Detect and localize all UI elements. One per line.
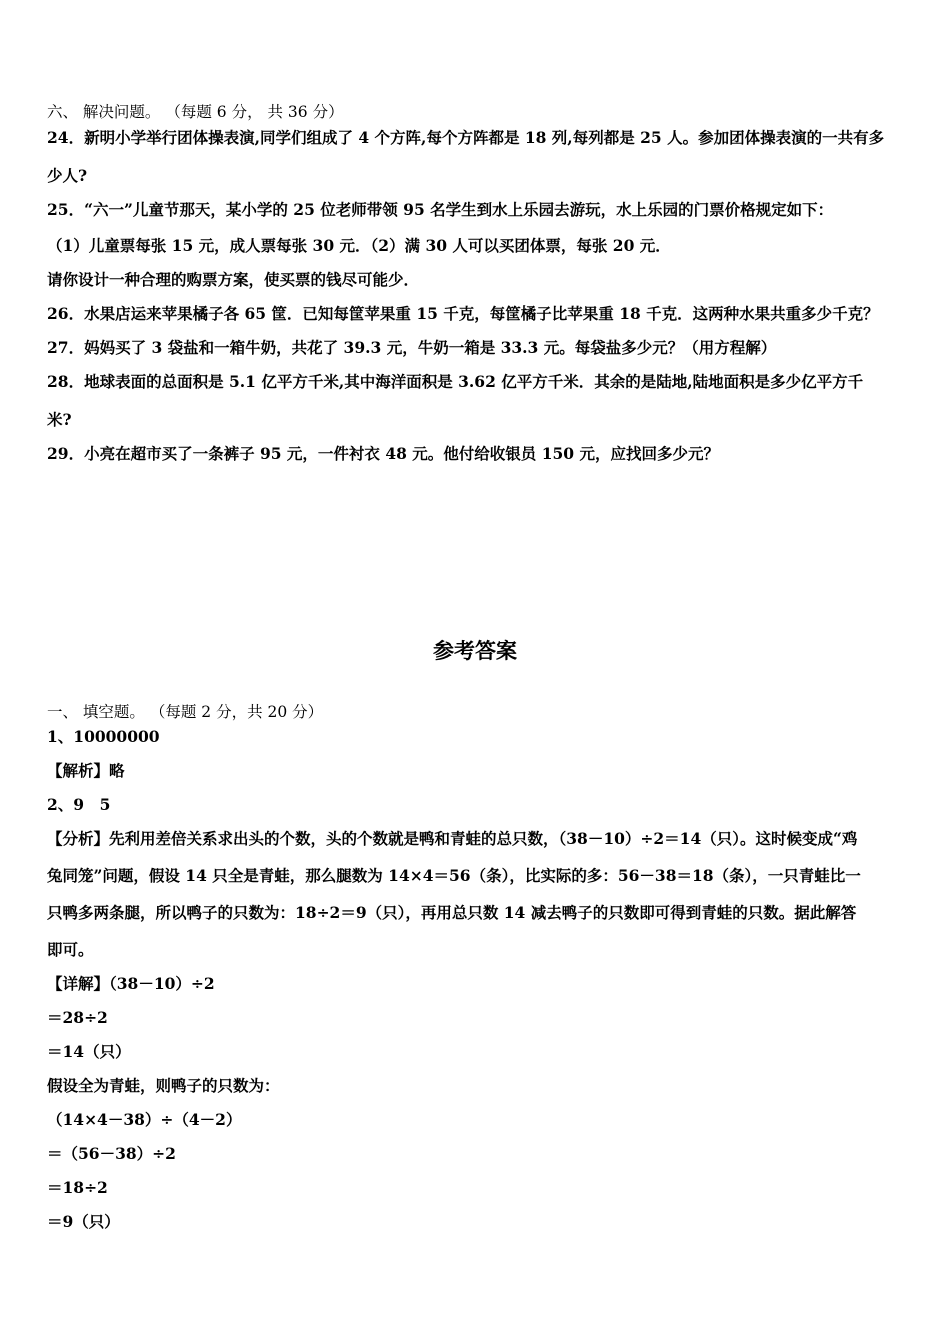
answer-2-detail-line8: ＝9（只） [47, 1212, 120, 1231]
answer-1-analysis: 【解析】略 [47, 761, 125, 780]
answer-2-analysis-line1: 【分析】先利用差倍关系求出头的个数，头的个数就是鸭和青蛙的总只数，（38－10）÷2＝14（只）。这时候变成“鸡 [47, 829, 858, 848]
section6-header: 六、 解决问题。 （每题 6 分， 共 36 分） [47, 103, 344, 121]
answer-2: 2、9 5 [47, 795, 111, 814]
answer-2-detail-line6: ＝（56－38）÷2 [47, 1144, 176, 1163]
question-25-line1: 25．“六一”儿童节那天，某小学的 25 位老师带领 95 名学生到水上乐园去游玩，水上乐园的门票价格规定如下： [47, 200, 834, 219]
question-29: 29．小亮在超市买了一条裤子 95 元，一件衬衣 48 元。他付给收银员 150 元，应找回多少元？ [47, 444, 719, 463]
answer-2-analysis-line4: 即可。 [47, 940, 94, 959]
answer-1: 1、10000000 [47, 727, 160, 746]
question-28-line1: 28．地球表面的总面积是 5.1 亿平方千米,其中海洋面积是 3.62 亿平方千米．其余的是陆地,陆地面积是多少亿平方千 [47, 372, 864, 391]
answer-2-detail-line7: ＝18÷2 [47, 1178, 108, 1197]
question-25-line2: （1）儿童票每张 15 元，成人票每张 30 元．（2）满 30 人可以买团体票，每张 20 元． [47, 236, 671, 255]
question-27: 27．妈妈买了 3 袋盐和一箱牛奶，共花了 39.3 元，牛奶一箱是 33.3 元。每袋盐多少元？（用方程解） [47, 338, 777, 357]
question-24-line2: 少人? [47, 166, 88, 185]
answer-2-detail-line4: 假设全为青蛙，则鸭子的只数为： [47, 1076, 280, 1095]
answer-2-detail-line2: ＝28÷2 [47, 1008, 108, 1027]
question-24-line1: 24．新明小学举行团体操表演,同学们组成了 4 个方阵,每个方阵都是 18 列,每列都是 25 人。参加团体操表演的一共有多 [47, 128, 885, 147]
answer-2-detail-line5: （14×4－38）÷（4－2） [47, 1110, 242, 1129]
answers-title: 参考答案 [433, 638, 517, 663]
question-28-line2: 米? [47, 410, 72, 429]
answer-2-detail-line1: 【详解】（38－10）÷2 [47, 974, 215, 993]
answers-section1-header: 一、 填空题。 （每题 2 分，共 20 分） [47, 703, 324, 721]
answer-2-analysis-line3: 只鸭多两条腿，所以鸭子的只数为：18÷2＝9（只），再用总只数 14 减去鸭子的只数即可得到青蛙的只数。据此解答 [47, 903, 857, 922]
answer-2-analysis-line2: 兔同笼”问题，假设 14 只全是青蛙，那么腿数为 14×4＝56（条），比实际的多：56－38＝18（条），一只青蛙比一 [47, 866, 861, 885]
question-26: 26．水果店运来苹果橘子各 65 筐．已知每筐苹果重 15 千克，每筐橘子比苹果重 18 千克．这两种水果共重多少千克？ [47, 304, 879, 323]
question-25-line3: 请你设计一种合理的购票方案，使买票的钱尽可能少． [47, 270, 420, 289]
answer-2-detail-line3: ＝14（只） [47, 1042, 131, 1061]
